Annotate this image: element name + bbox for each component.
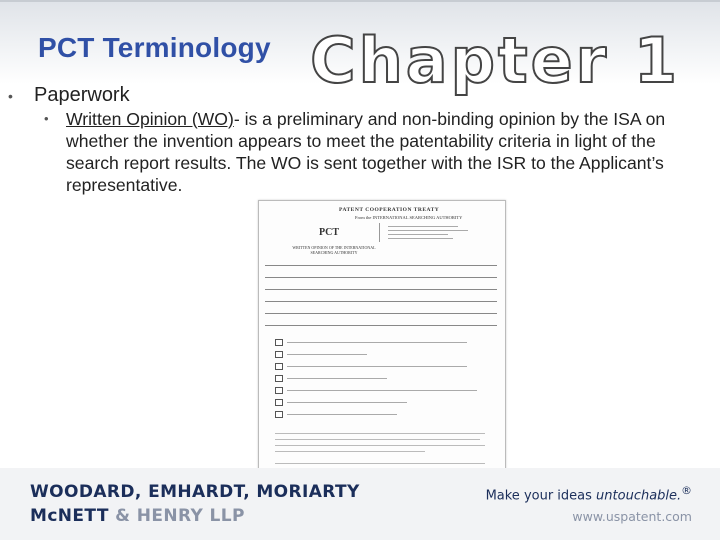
- doc-header-sub: From the INTERNATIONAL SEARCHING AUTHORITY: [355, 215, 463, 220]
- doc-address-block: [379, 223, 498, 242]
- doc-row: [265, 325, 497, 336]
- doc-checkbox: [275, 351, 283, 358]
- doc-text-line: [287, 366, 467, 367]
- bullet-dot-icon: •: [8, 87, 13, 104]
- term-written-opinion: Written Opinion (WO): [66, 109, 234, 129]
- bullet-level2-text: - is a preliminary and non-binding opinion by the ISA on whether the invention appears to meet the patentability criteria in light of the search report results. The WO is sent together with the ISR to the Applicant’s representative.: [66, 109, 666, 195]
- firm-logo: [30, 482, 360, 526]
- bullet-dot-icon: •: [44, 111, 49, 126]
- doc-wo-title: WRITTEN OPINION OF THE INTERNATIONAL SEARCHING AUTHORITY: [292, 245, 376, 255]
- firm-name-line2: [30, 506, 360, 526]
- doc-text-line: [287, 390, 477, 391]
- doc-checkbox: [275, 387, 283, 394]
- bullet-level1-text: Paperwork: [34, 84, 130, 106]
- tagline-text: Make your ideas: [485, 488, 597, 504]
- chapter-badge: Chapter 1: [310, 24, 680, 97]
- doc-paragraph-line: [275, 433, 485, 434]
- website-link[interactable]: www.uspatent.com: [572, 509, 692, 525]
- doc-row: [265, 277, 497, 288]
- firm-name-amp: &: [108, 506, 137, 526]
- doc-row: [265, 265, 497, 276]
- doc-row: [265, 313, 497, 324]
- doc-text-line: [287, 342, 467, 343]
- bullet-level2: [44, 108, 708, 196]
- doc-checkbox: [275, 399, 283, 406]
- bullet-level1: [8, 84, 130, 107]
- doc-paragraph-line: [275, 439, 480, 440]
- doc-checkbox: [275, 339, 283, 346]
- firm-name-mcnett: McNETT: [30, 506, 109, 526]
- doc-checkbox: [275, 411, 283, 418]
- doc-row: [265, 301, 497, 312]
- tagline-registered: ®: [681, 484, 692, 497]
- doc-paragraph-line: [275, 463, 485, 464]
- doc-text-line: [287, 354, 367, 355]
- doc-text-line: [287, 402, 407, 403]
- doc-checkbox: [275, 375, 283, 382]
- doc-header: PATENT COOPERATION TREATY: [339, 207, 440, 213]
- firm-name-line1: WOODARD, EMHARDT, MORIARTY: [30, 482, 360, 502]
- doc-pct: PCT: [319, 227, 339, 238]
- doc-paragraph-line: [275, 445, 485, 446]
- doc-paragraph-line: [275, 451, 425, 452]
- firm-name-henry: HENRY LLP: [136, 506, 245, 526]
- tagline-block: [486, 484, 692, 524]
- doc-row: [265, 289, 497, 300]
- doc-checkbox: [275, 363, 283, 370]
- slide-title: PCT Terminology: [38, 32, 271, 63]
- doc-text-line: [287, 414, 397, 415]
- doc-text-line: [287, 378, 387, 379]
- bullet-level2-body: [66, 108, 708, 196]
- top-rule: [0, 0, 720, 2]
- tagline-emphasis: untouchable.: [596, 488, 682, 504]
- tagline: [486, 484, 692, 503]
